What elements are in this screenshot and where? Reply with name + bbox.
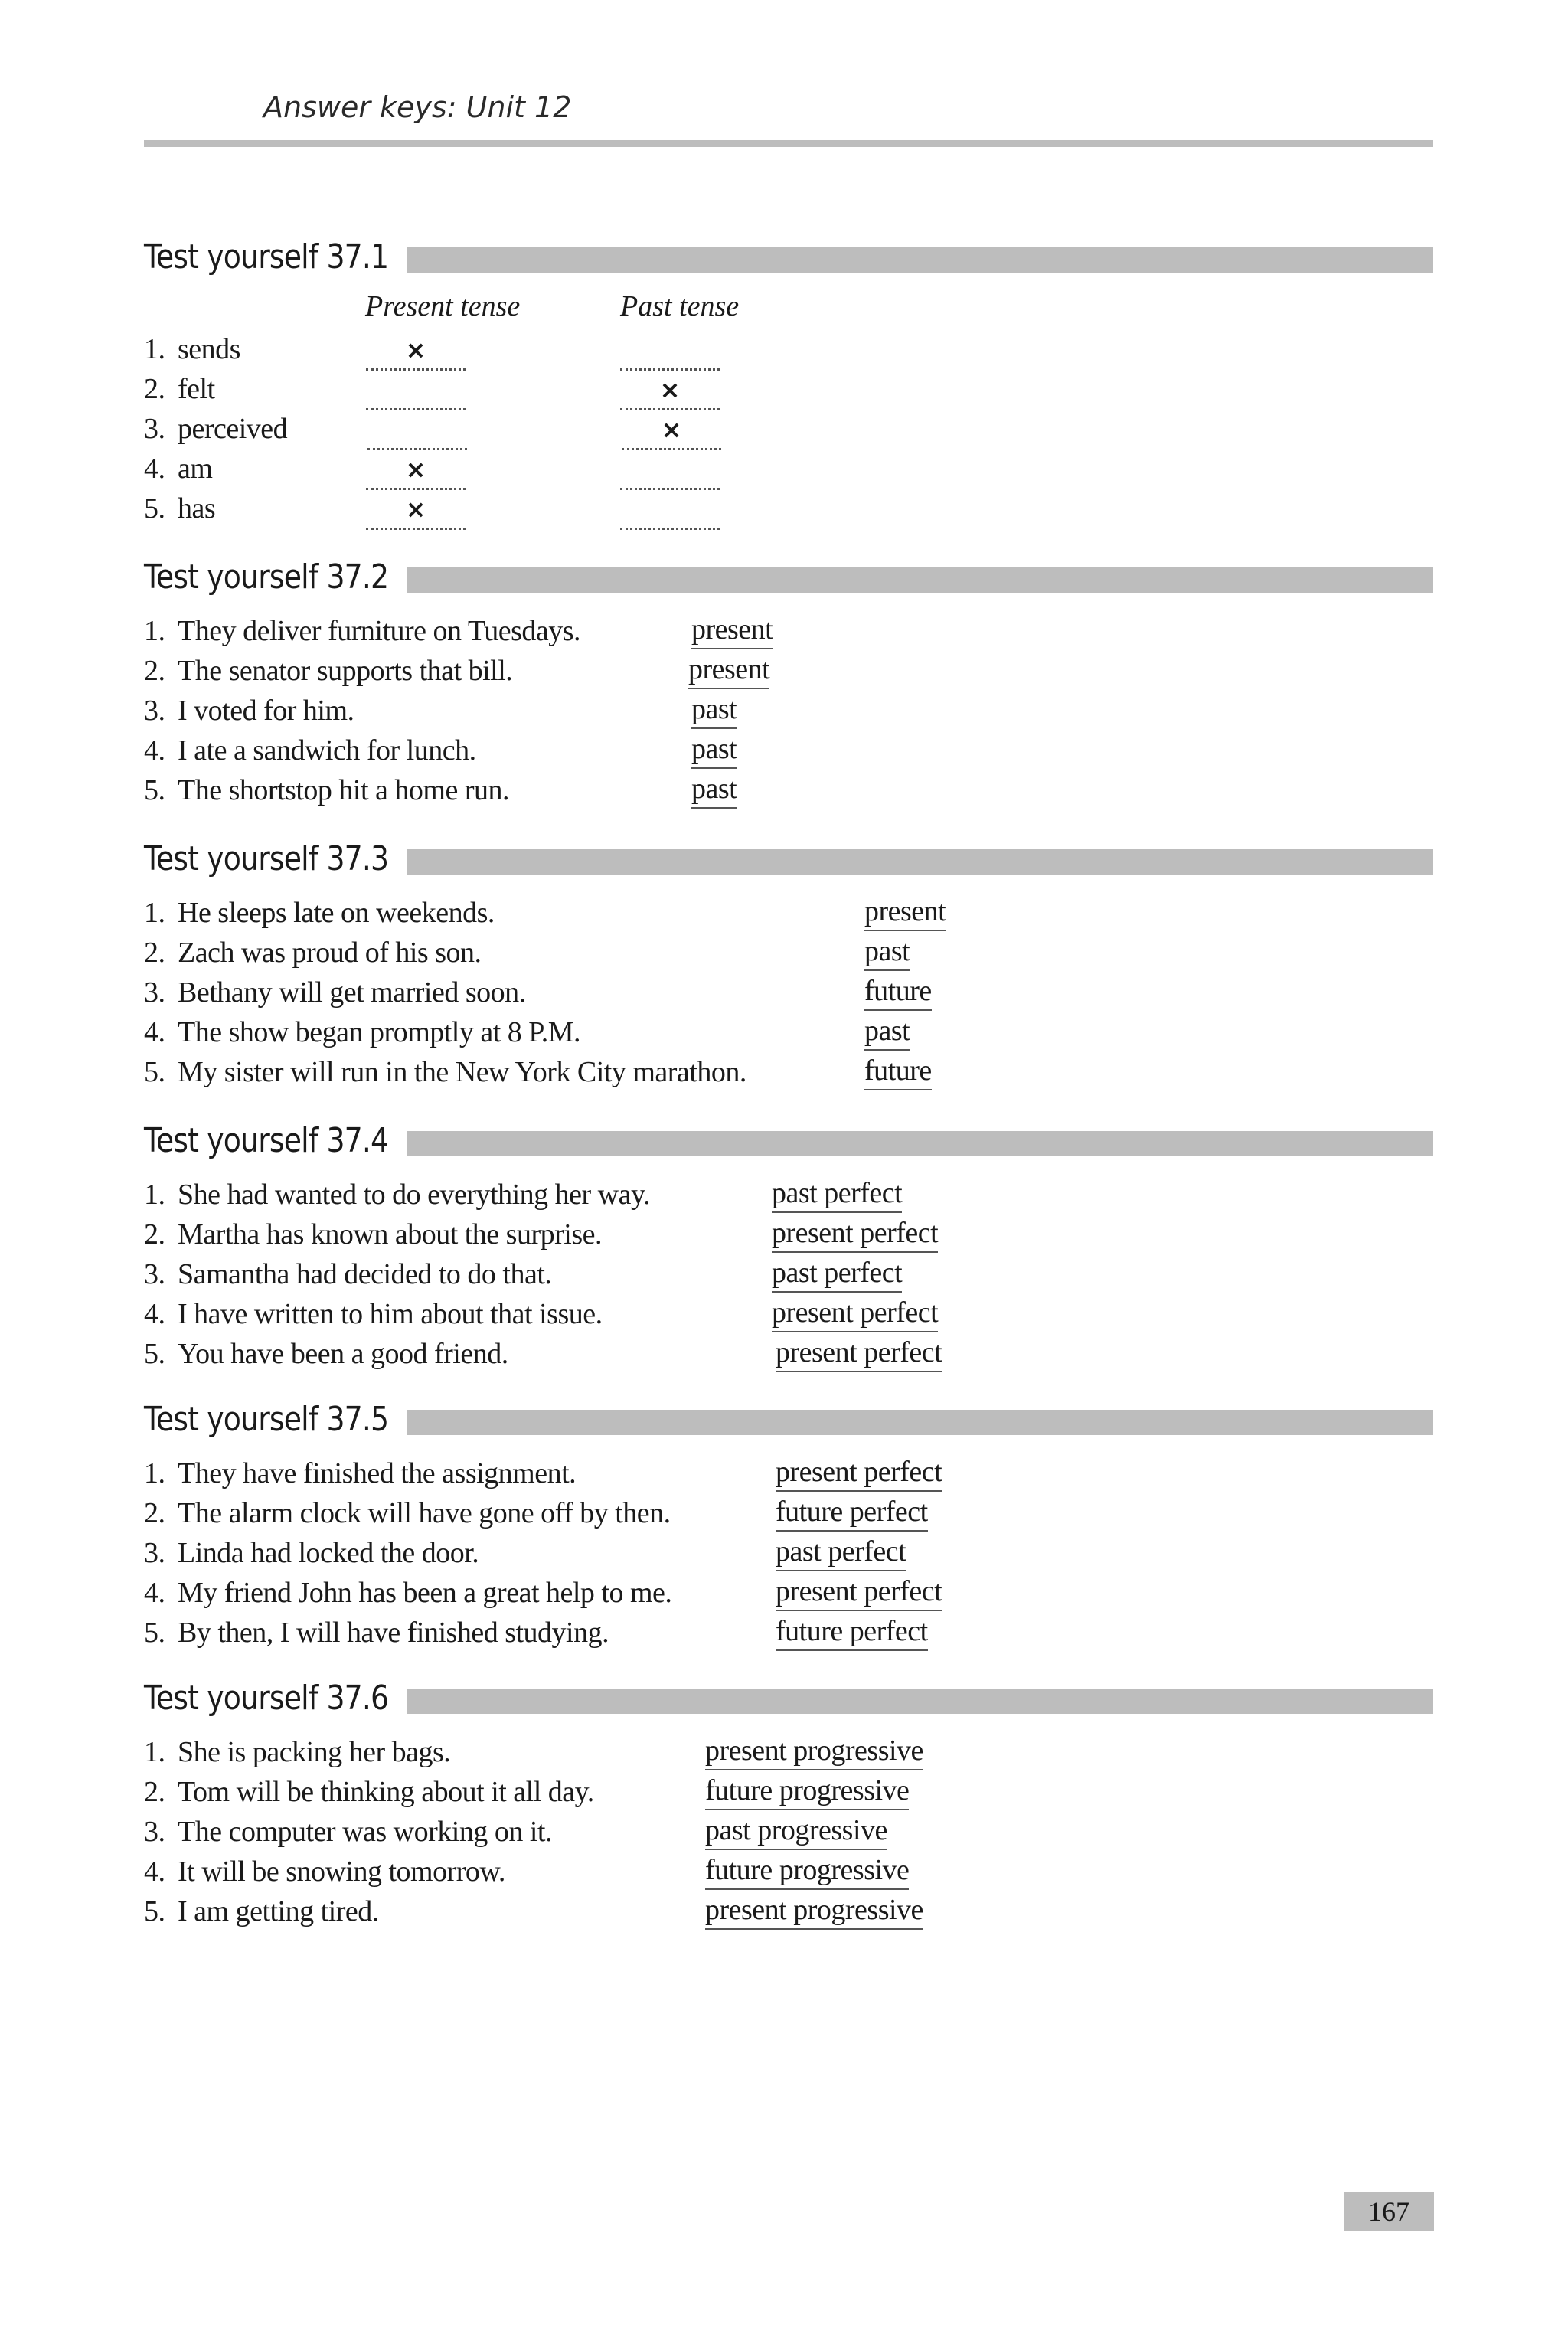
list-item xyxy=(144,1215,602,1254)
column-header-present: Present tense xyxy=(365,290,521,322)
item-number: 3. xyxy=(144,1537,165,1569)
item-sentence: They deliver furniture on Tuesdays. xyxy=(178,615,581,647)
section-37-1 xyxy=(144,237,1433,525)
item-sentence: You have been a good friend. xyxy=(178,1338,508,1370)
list-item xyxy=(144,1732,450,1772)
list-item xyxy=(144,1493,671,1533)
item-sentence: My sister will run in the New York City marathon. xyxy=(178,1056,746,1088)
item-number: 4. xyxy=(144,1577,165,1609)
list-item xyxy=(144,1294,603,1334)
item-sentence: She had wanted to do everything her way. xyxy=(178,1179,651,1211)
running-head: Answer keys: Unit 12 xyxy=(263,90,572,124)
item-number: 3. xyxy=(144,413,165,445)
item-sentence: He sleeps late on weekends. xyxy=(178,897,495,929)
list-item xyxy=(144,611,580,651)
answer: future perfect xyxy=(776,1493,928,1532)
answer: present perfect xyxy=(772,1294,938,1332)
past-answer-box: × xyxy=(620,373,720,410)
list-item xyxy=(144,933,481,973)
answer: past xyxy=(864,933,910,971)
item-number: 5. xyxy=(144,1056,165,1088)
item-number: 5. xyxy=(144,1338,165,1370)
past-answer-box xyxy=(620,492,720,530)
section-bar xyxy=(407,1410,1433,1435)
list-item xyxy=(144,770,509,810)
item-sentence: I voted for him. xyxy=(178,695,354,727)
answer: past progressive xyxy=(705,1812,887,1850)
list-item xyxy=(144,691,354,731)
answer: present perfect xyxy=(772,1215,938,1253)
item-number: 2. xyxy=(144,655,165,687)
list-item xyxy=(144,1533,479,1573)
section-37-4 xyxy=(144,1121,1433,1370)
answer: past xyxy=(691,731,737,769)
answer: present perfect xyxy=(776,1573,942,1611)
answer: future xyxy=(864,1052,932,1090)
answer: future perfect xyxy=(776,1613,928,1651)
item-word: sends xyxy=(178,333,240,365)
answer: past perfect xyxy=(772,1175,902,1213)
list-item xyxy=(144,973,526,1012)
present-answer-box xyxy=(366,373,466,410)
section-bar xyxy=(407,247,1433,273)
past-answer-box xyxy=(620,453,720,490)
section-title: Test yourself 37.5 xyxy=(144,1400,389,1439)
answer: future xyxy=(864,973,932,1011)
list-item xyxy=(144,1852,505,1891)
column-header-past: Past tense xyxy=(620,290,740,322)
item-number: 3. xyxy=(144,1816,165,1848)
page-number: 167 xyxy=(1344,2192,1434,2231)
item-sentence: My friend John has been a great help to me. xyxy=(178,1577,672,1609)
list-item xyxy=(144,1891,379,1931)
answer: present perfect xyxy=(776,1453,942,1492)
list-item xyxy=(144,489,215,528)
present-answer-box xyxy=(368,413,467,450)
item-sentence: Tom will be thinking about it all day. xyxy=(178,1776,594,1808)
answer: present xyxy=(864,893,946,931)
item-number: 4. xyxy=(144,1298,165,1330)
item-sentence: The show began promptly at 8 P.M. xyxy=(178,1016,581,1048)
section-37-2 xyxy=(144,557,1433,806)
item-word: felt xyxy=(178,373,215,405)
item-number: 1. xyxy=(144,615,165,647)
past-answer-box xyxy=(620,333,720,371)
item-sentence: I ate a sandwich for lunch. xyxy=(178,734,476,767)
item-number: 2. xyxy=(144,937,165,969)
item-sentence: She is packing her bags. xyxy=(178,1736,451,1768)
item-number: 1. xyxy=(144,897,165,929)
item-word: am xyxy=(178,453,213,485)
item-sentence: I am getting tired. xyxy=(178,1895,379,1927)
list-item xyxy=(144,651,512,691)
section-bar xyxy=(407,567,1433,593)
answer: past perfect xyxy=(776,1533,906,1571)
list-item xyxy=(144,1175,650,1215)
item-number: 4. xyxy=(144,734,165,767)
item-number: 5. xyxy=(144,774,165,806)
item-number: 5. xyxy=(144,1617,165,1649)
past-answer-box: × xyxy=(622,413,721,450)
item-sentence: Samantha had decided to do that. xyxy=(178,1258,552,1290)
item-word: has xyxy=(178,492,216,525)
list-item xyxy=(144,1613,609,1653)
item-sentence: They have finished the assignment. xyxy=(178,1457,577,1489)
answer: future progressive xyxy=(705,1852,909,1890)
item-number: 2. xyxy=(144,1497,165,1529)
answer: present xyxy=(691,611,773,649)
header-rule xyxy=(144,140,1433,147)
section-bar xyxy=(407,1689,1433,1714)
item-sentence: The senator supports that bill. xyxy=(178,655,513,687)
list-item xyxy=(144,449,212,489)
item-number: 1. xyxy=(144,333,165,365)
item-sentence: Bethany will get married soon. xyxy=(178,976,526,1009)
section-37-6 xyxy=(144,1679,1433,1927)
answer: past xyxy=(691,770,737,809)
item-number: 2. xyxy=(144,1218,165,1251)
list-item xyxy=(144,1012,580,1052)
list-item xyxy=(144,1052,746,1092)
answer: past xyxy=(864,1012,910,1051)
section-37-3 xyxy=(144,839,1433,1088)
item-number: 5. xyxy=(144,492,165,525)
item-sentence: Martha has known about the surprise. xyxy=(178,1218,602,1251)
item-number: 3. xyxy=(144,1258,165,1290)
item-sentence: By then, I will have finished studying. xyxy=(178,1617,609,1649)
item-number: 2. xyxy=(144,373,165,405)
answer: present perfect xyxy=(776,1334,942,1372)
section-title: Test yourself 37.1 xyxy=(144,237,389,276)
item-number: 2. xyxy=(144,1776,165,1808)
section-title: Test yourself 37.3 xyxy=(144,839,389,878)
answer: future progressive xyxy=(705,1772,909,1810)
item-number: 1. xyxy=(144,1179,165,1211)
list-item xyxy=(144,1334,508,1374)
list-item xyxy=(144,409,287,449)
item-number: 4. xyxy=(144,1855,165,1888)
item-number: 3. xyxy=(144,976,165,1009)
item-number: 1. xyxy=(144,1736,165,1768)
present-answer-box: × xyxy=(366,492,466,530)
list-item xyxy=(144,1573,671,1613)
item-sentence: I have written to him about that issue. xyxy=(178,1298,603,1330)
section-title: Test yourself 37.4 xyxy=(144,1121,389,1160)
answer: present progressive xyxy=(705,1732,923,1770)
present-answer-box: × xyxy=(366,333,466,371)
list-item xyxy=(144,369,215,409)
answer: past xyxy=(691,691,737,729)
item-number: 4. xyxy=(144,453,165,485)
item-sentence: Linda had locked the door. xyxy=(178,1537,479,1569)
list-item xyxy=(144,1453,576,1493)
item-number: 1. xyxy=(144,1457,165,1489)
list-item xyxy=(144,1772,594,1812)
list-item xyxy=(144,329,240,369)
list-item xyxy=(144,731,476,770)
answer: past perfect xyxy=(772,1254,902,1293)
list-item xyxy=(144,893,495,933)
item-sentence: The computer was working on it. xyxy=(178,1816,552,1848)
answer: present progressive xyxy=(705,1891,923,1930)
item-number: 5. xyxy=(144,1895,165,1927)
section-title: Test yourself 37.6 xyxy=(144,1679,389,1718)
item-number: 3. xyxy=(144,695,165,727)
item-sentence: The alarm clock will have gone off by then. xyxy=(178,1497,671,1529)
list-item xyxy=(144,1254,551,1294)
item-sentence: Zach was proud of his son. xyxy=(178,937,482,969)
section-bar xyxy=(407,849,1433,875)
answer: present xyxy=(688,651,769,689)
list-item xyxy=(144,1812,552,1852)
item-sentence: It will be snowing tomorrow. xyxy=(178,1855,505,1888)
item-word: perceived xyxy=(178,413,288,445)
section-37-5 xyxy=(144,1400,1433,1649)
present-answer-box: × xyxy=(366,453,466,490)
section-title: Test yourself 37.2 xyxy=(144,557,389,597)
section-bar xyxy=(407,1131,1433,1156)
item-sentence: The shortstop hit a home run. xyxy=(178,774,509,806)
item-number: 4. xyxy=(144,1016,165,1048)
